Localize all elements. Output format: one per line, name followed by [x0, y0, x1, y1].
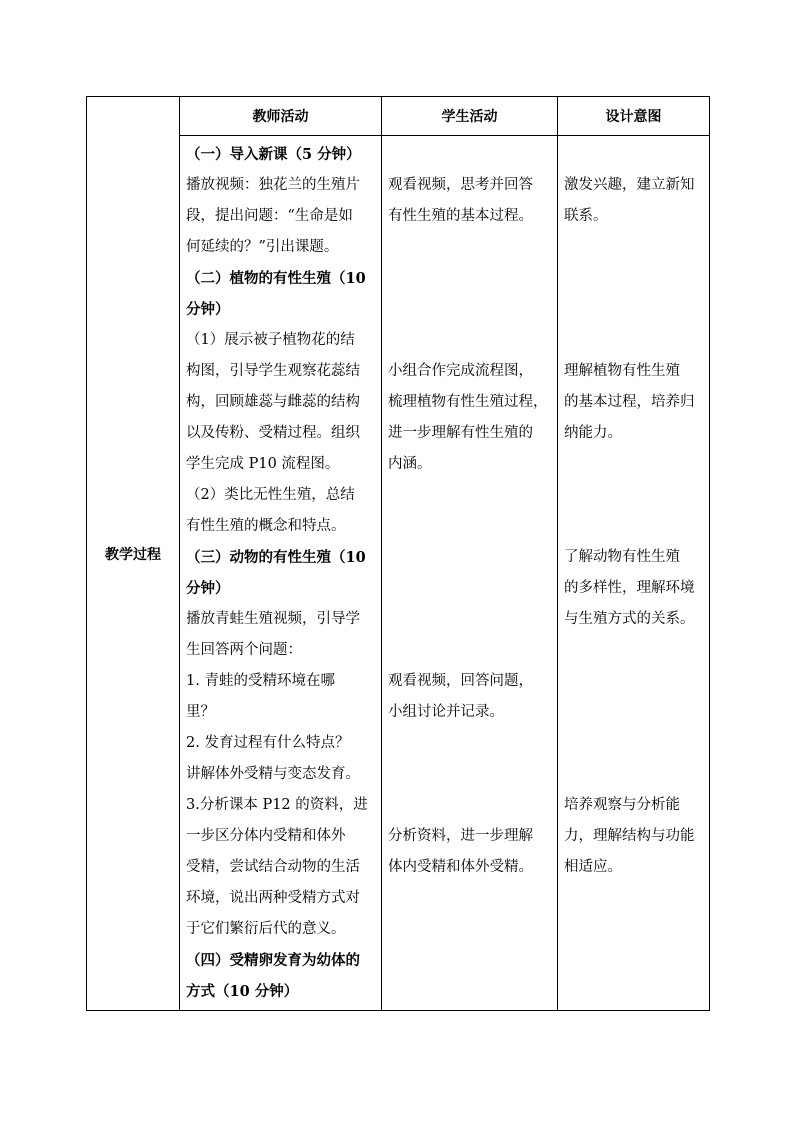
student-activity-line	[388, 325, 551, 356]
design-intent-line	[564, 635, 703, 666]
design-intent-line	[564, 883, 703, 914]
student-activity-line	[388, 914, 551, 945]
student-activity-line	[388, 945, 551, 976]
student-activity-line: 观看视频，思考并回答	[388, 177, 533, 193]
teacher-activity-line: 构，回顾雄蕊与雌蕊的结构	[186, 394, 360, 410]
design-intent-line: 培养观察与分析能	[564, 797, 680, 813]
teacher-activity-line: 播放视频：独花兰的生殖片	[186, 177, 360, 193]
design-intent-line: 了解动物有性生殖	[564, 549, 680, 565]
design-intent-line: 激发兴趣，建立新知	[564, 177, 695, 193]
student-activity-line: 有性生殖的基本过程。	[388, 208, 533, 224]
teacher-activity-line: 学生完成 P10 流程图。	[186, 456, 340, 472]
section-label-cell	[87, 97, 180, 1011]
student-activity-line: 小组合作完成流程图，	[388, 363, 533, 379]
design-intent-line	[564, 914, 703, 945]
teacher-activity-line: （三）动物的有性生殖（10	[186, 549, 366, 566]
design-intent-line	[564, 449, 703, 480]
teacher-activity-line: 受精，尝试结合动物的生活	[186, 859, 360, 875]
design-intent-line: 的多样性，理解环境	[564, 580, 695, 596]
student-activity-line: 观看视频，回答问题，	[388, 673, 533, 689]
teacher-activity-line: 何延续的？”引出课题。	[186, 239, 339, 255]
student-activity-line	[388, 883, 551, 914]
teacher-activity-line: （四）受精卵发育为幼体的	[186, 952, 360, 969]
student-activity-line	[388, 728, 551, 759]
content-row	[87, 136, 710, 1011]
design-intent-line	[564, 697, 703, 728]
lesson-plan-table	[86, 96, 710, 1011]
teacher-activity-line: 分钟）	[186, 301, 230, 318]
teacher-activity-line: 段，提出问题：“生命是如	[186, 208, 353, 224]
student-activity-line	[388, 263, 551, 294]
student-activity-line	[388, 294, 551, 325]
teacher-activity-line: 讲解体外受精与变态发育。	[186, 766, 360, 782]
student-activity-line	[388, 604, 551, 635]
teacher-activity-line: 环境，说出两种受精方式对	[186, 890, 360, 906]
teacher-activity-line: 3.分析课本 P12 的资料，进	[186, 797, 368, 813]
design-intent-line	[564, 945, 703, 976]
student-activity-line	[388, 573, 551, 604]
student-activity-line	[388, 511, 551, 542]
student-activity-line: 内涵。	[388, 456, 432, 472]
student-activity-line	[388, 542, 551, 573]
teacher-activity-line: （2）类比无性生殖，总结	[186, 487, 355, 503]
teacher-activity-line: 2. 发育过程有什么特点？	[186, 735, 350, 751]
student-activity-line	[388, 480, 551, 511]
teacher-activity-line: 分钟）	[186, 580, 230, 597]
design-intent-line: 理解植物有性生殖	[564, 363, 680, 379]
student-activity-line	[388, 790, 551, 821]
design-intent-line	[564, 325, 703, 356]
teacher-activity-line: 有性生殖的概念和特点。	[186, 518, 346, 534]
teacher-activity-line: 生回答两个问题：	[186, 642, 302, 658]
teacher-activity-line: 以及传粉、受精过程。组织	[186, 425, 360, 441]
teacher-activity-cell	[180, 136, 382, 1011]
design-intent-line	[564, 728, 703, 759]
design-intent-line	[564, 976, 703, 1007]
section-label: 教学过程	[105, 546, 161, 563]
design-intent-line	[564, 480, 703, 511]
design-intent-line: 相适应。	[564, 859, 622, 875]
design-intent-line	[564, 232, 703, 263]
teacher-activity-line: 播放青蛙生殖视频，引导学	[186, 611, 360, 627]
teacher-activity-line: （一）导入新课（5 分钟）	[186, 146, 361, 163]
design-intent-line	[564, 759, 703, 790]
design-intent-line	[564, 511, 703, 542]
design-intent-line: 力，理解结构与功能	[564, 828, 695, 844]
teacher-activity-line: 里？	[186, 704, 215, 720]
student-activity-line: 体内受精和体外受精。	[388, 859, 533, 875]
header-student: 学生活动	[382, 97, 558, 136]
header-design: 设计意图	[558, 97, 710, 136]
header-row	[87, 97, 710, 136]
teacher-activity-line: 方式（10 分钟）	[186, 983, 299, 1000]
student-activity-line	[388, 976, 551, 1007]
design-intent-line: 联系。	[564, 208, 608, 224]
teacher-activity-line: 一步区分体内受精和体外	[186, 828, 346, 844]
teacher-activity-line: 构图，引导学生观察花蕊结	[186, 363, 360, 379]
student-activity-line	[388, 759, 551, 790]
design-intent-line	[564, 263, 703, 294]
student-activity-line: 分析资料，进一步理解	[388, 828, 533, 844]
teacher-activity-line: 于它们繁衍后代的意义。	[186, 921, 346, 937]
design-intent-line: 纳能力。	[564, 425, 622, 441]
teacher-activity-line: （二）植物的有性生殖（10	[186, 270, 366, 287]
student-activity-line	[388, 635, 551, 666]
design-intent-line	[564, 294, 703, 325]
student-activity-line: 梳理植物有性生殖过程，	[388, 394, 548, 410]
design-intent-line	[564, 139, 703, 170]
student-activity-line: 小组讨论并记录。	[388, 704, 504, 720]
teacher-activity-line: （1）展示被子植物花的结	[186, 332, 355, 348]
student-activity-line	[388, 139, 551, 170]
student-activity-line	[388, 232, 551, 263]
student-activity-line: 进一步理解有性生殖的	[388, 425, 533, 441]
design-intent-line: 与生殖方式的关系。	[564, 611, 695, 627]
student-activity-cell	[382, 136, 558, 1011]
design-intent-line	[564, 666, 703, 697]
design-intent-cell	[558, 136, 710, 1011]
header-teacher: 教师活动	[180, 97, 382, 136]
design-intent-line: 的基本过程，培养归	[564, 394, 695, 410]
teacher-activity-line: 1. 青蛙的受精环境在哪	[186, 673, 335, 689]
